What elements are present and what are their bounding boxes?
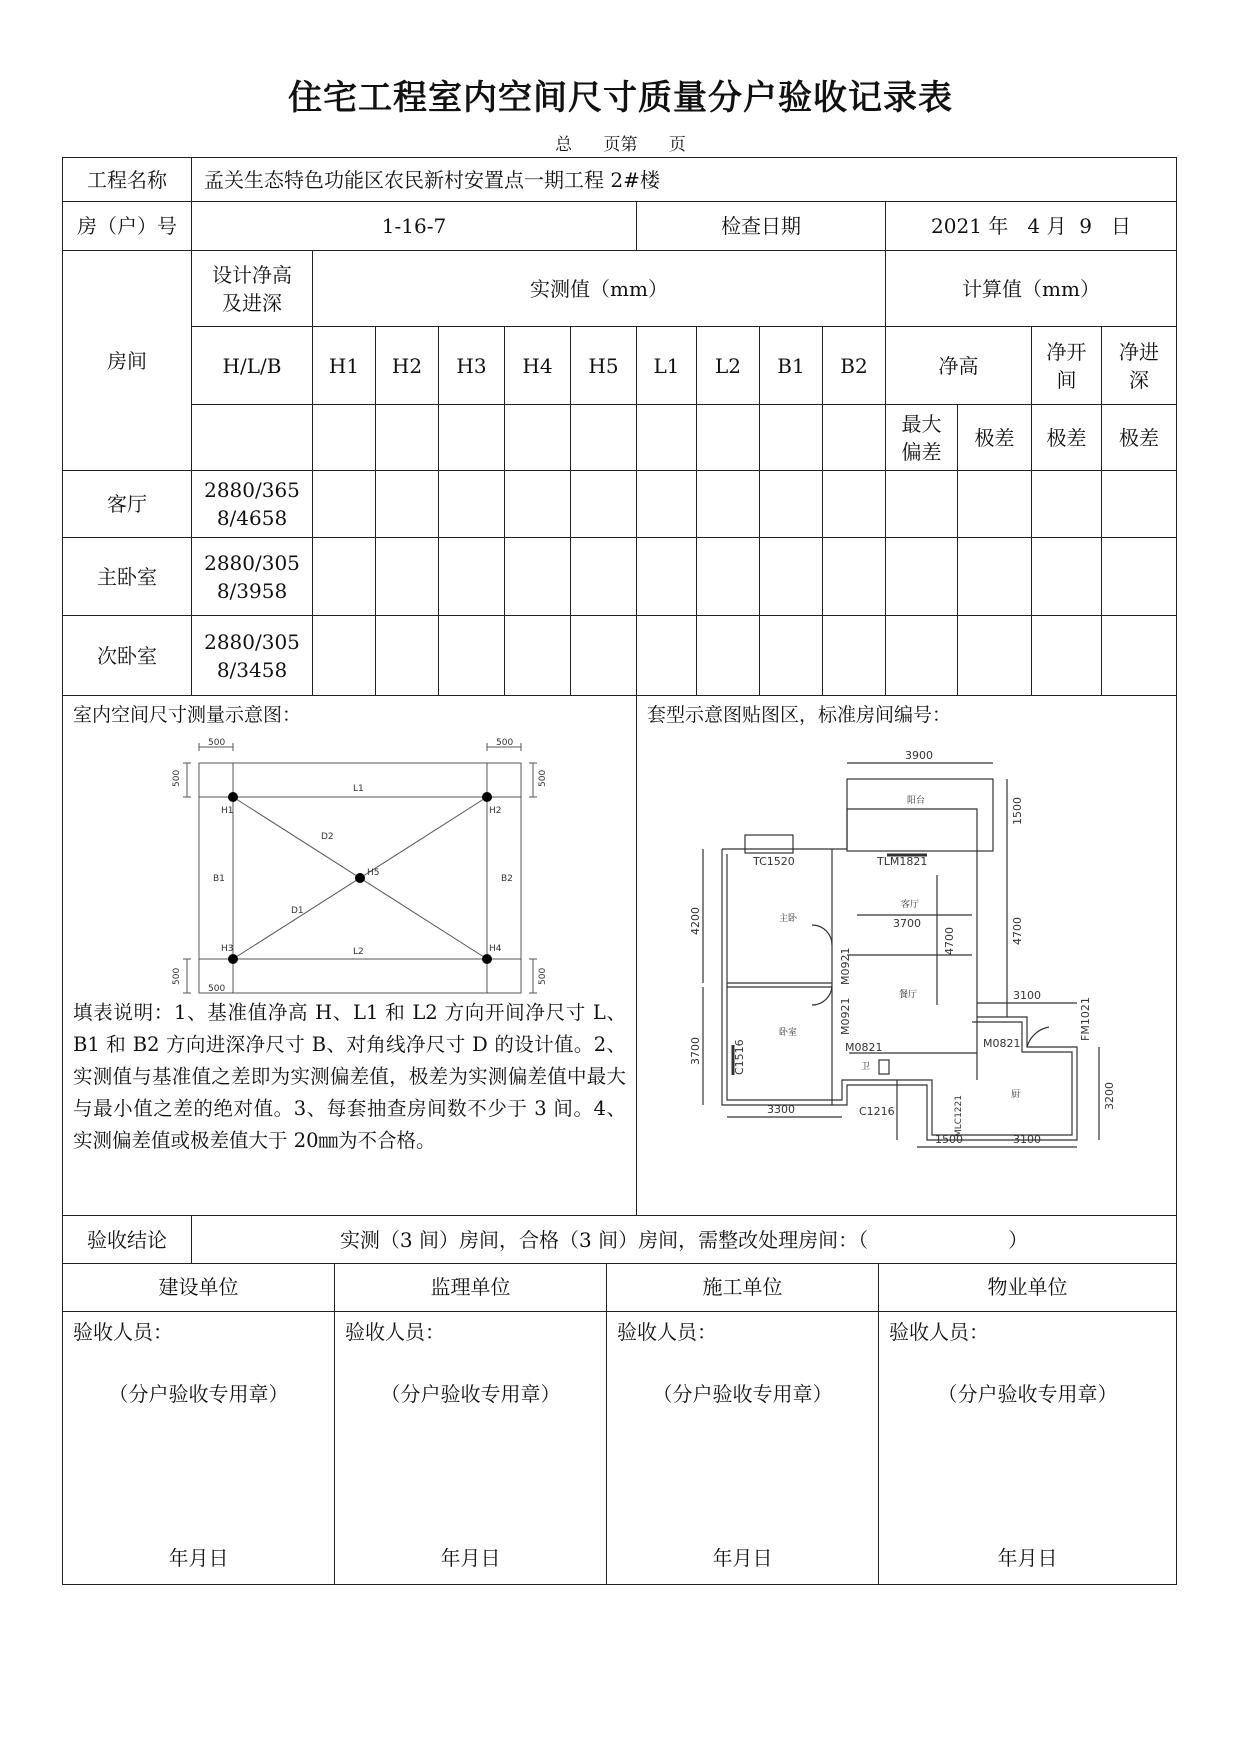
dim-500: 500 (496, 737, 514, 748)
inspector-label: 验收人员： (617, 1319, 717, 1344)
date-placeholder: 年月日 (168, 1545, 229, 1570)
date-placeholder: 年月日 (997, 1545, 1058, 1570)
page-title: 住宅工程室内空间尺寸质量分户验收记录表 (288, 78, 953, 118)
party-contractor: 施工单位 (607, 1263, 879, 1311)
net-height-header: 净高 (886, 327, 1032, 405)
plan-title: 套型示意图贴图区，标准房间编号： (647, 704, 952, 726)
door-m0821: M0821 (845, 1040, 883, 1054)
label-d2: D2 (321, 831, 334, 842)
col-h3: H3 (439, 327, 505, 405)
window-c1516: C1516 (733, 1038, 746, 1075)
table-row (63, 538, 1177, 616)
dim-500: 500 (172, 769, 182, 787)
calculated-header: 计算值（mm） (886, 251, 1177, 327)
dim-1500: 1500 (1011, 796, 1024, 825)
dim-3900: 3900 (905, 748, 933, 762)
dim-4700: 4700 (1011, 916, 1024, 945)
room-header: 房间 (63, 251, 192, 471)
unit-number: 1-16-7 (192, 202, 637, 251)
pages-end: 页 (668, 135, 686, 155)
door-tlm1821: TLM1821 (877, 854, 928, 868)
dim-500: 500 (538, 967, 548, 985)
room-name: 主卧室 (63, 538, 192, 616)
room-living: 客厅 (901, 899, 920, 910)
inspector-label: 验收人员： (345, 1319, 445, 1344)
signature-cell[interactable] (879, 1311, 1177, 1584)
col-h4: H4 (505, 327, 571, 405)
col-h5: H5 (571, 327, 637, 405)
table-row (63, 471, 1177, 538)
room-bedroom: 卧室 (779, 1027, 798, 1038)
point-h3 (228, 954, 238, 964)
project-name: 孟关生态特色功能区农民新村安置点一期工程 2#楼 (192, 158, 1177, 202)
hlb-header: H/L/B (192, 327, 313, 405)
room-design: 2880/3058/3458 (192, 616, 313, 696)
signature-cell[interactable] (63, 1311, 335, 1584)
floor-plan (637, 735, 1183, 1155)
label-b2: B2 (501, 873, 513, 884)
label-h1: H1 (221, 805, 234, 816)
label-h4: H4 (489, 943, 502, 954)
range-header-height: 极差 (958, 405, 1032, 471)
room-design: 2880/3058/3958 (192, 538, 313, 616)
party-supervision: 监理单位 (335, 1263, 607, 1311)
design-header: 设计净高及进深 (192, 251, 313, 327)
dim-3700: 3700 (689, 1036, 702, 1065)
door-m0821: M0821 (983, 1036, 1021, 1050)
room-master: 主卧 (779, 913, 798, 924)
seal-placeholder: （分户验收专用章） (652, 1381, 833, 1406)
col-l1: L1 (637, 327, 697, 405)
door-m0921: M0921 (839, 997, 852, 1035)
dim-500: 500 (208, 737, 226, 748)
room-design: 2880/3658/4658 (192, 471, 313, 538)
dim-1500: 1500 (935, 1132, 963, 1146)
page-count (0, 130, 1241, 155)
range-header-open: 极差 (1032, 405, 1102, 471)
room-name: 客厅 (63, 471, 192, 538)
point-h5 (355, 873, 365, 883)
net-depth-header: 净进深 (1102, 327, 1177, 405)
max-dev-header: 最大偏差 (886, 405, 958, 471)
dim-500: 500 (208, 983, 226, 994)
door-m0921: M0921 (839, 947, 852, 985)
dim-3700: 3700 (893, 916, 921, 930)
conclusion-label: 验收结论 (63, 1216, 192, 1264)
door-mlc: MLC1221 (954, 1094, 964, 1137)
party-construction: 建设单位 (63, 1263, 335, 1311)
room-balcony: 阳台 (907, 795, 926, 806)
point-h1 (228, 792, 238, 802)
room-name: 次卧室 (63, 616, 192, 696)
col-b1: B1 (760, 327, 823, 405)
date-placeholder: 年月日 (712, 1545, 773, 1570)
dim-3100: 3100 (1013, 988, 1041, 1002)
party-property: 物业单位 (879, 1263, 1177, 1311)
seal-placeholder: （分户验收专用章） (108, 1381, 289, 1406)
measurement-diagram (63, 735, 623, 997)
pages-mid: 页第 (603, 135, 638, 155)
dim-3100: 3100 (1013, 1132, 1041, 1146)
dim-500: 500 (172, 967, 182, 985)
label-l2: L2 (353, 946, 364, 957)
unit-label: 房（户）号 (63, 202, 192, 251)
label-h5: H5 (367, 867, 380, 878)
measured-header: 实测值（mm） (313, 251, 886, 327)
door-fm1021: FM1021 (1079, 996, 1092, 1041)
dim-4700: 4700 (943, 926, 956, 955)
net-open-header: 净开间 (1032, 327, 1102, 405)
inspector-label: 验收人员： (73, 1319, 173, 1344)
table-row (63, 616, 1177, 696)
dim-500: 500 (538, 769, 548, 787)
floor-plan-panel (637, 696, 1177, 1216)
label-b1: B1 (213, 873, 225, 884)
point-h4 (482, 954, 492, 964)
check-date: 2021 年 4 月 9 日 (886, 202, 1177, 251)
label-h3: H3 (221, 943, 234, 954)
signature-cell[interactable] (335, 1311, 607, 1584)
col-b2: B2 (823, 327, 886, 405)
label-d1: D1 (291, 905, 304, 916)
label-l1: L1 (353, 783, 364, 794)
dim-3200: 3200 (1103, 1081, 1116, 1110)
check-date-label: 检查日期 (637, 202, 886, 251)
diagram-title: 室内空间尺寸测量示意图： (73, 704, 302, 726)
range-header-depth: 极差 (1102, 405, 1177, 471)
col-h2: H2 (376, 327, 439, 405)
dim-3300: 3300 (767, 1102, 795, 1116)
seal-placeholder: （分户验收专用章） (380, 1381, 561, 1406)
label-h2: H2 (489, 805, 502, 816)
room-kitchen: 厨 (1011, 1089, 1021, 1100)
main-table (62, 157, 1177, 1264)
seal-placeholder: （分户验收专用章） (937, 1381, 1118, 1406)
point-h2 (482, 792, 492, 802)
window-c1216: C1216 (859, 1104, 895, 1118)
col-l2: L2 (697, 327, 760, 405)
room-bath: 卫 (861, 1061, 871, 1072)
fill-instructions: 填表说明：1、基准值净高 H、L1 和 L2 方向开间净尺寸 L、B1 和 B2 方向进深净尺寸 B、对角线净尺寸 D 的设计值。2、实测值与基准值之差即为实测偏差值，极差为实测偏差值中最大与最小值之差的绝对值。3、每套抽查房间数不少于 3 间。4、实测偏差值或极差值大于 20㎜为不合格。 (73, 1000, 626, 1152)
inspector-label: 验收人员： (889, 1319, 989, 1344)
pages-total: 总 (555, 135, 573, 155)
window-tc1520: TC1520 (753, 854, 795, 868)
signature-cell[interactable] (607, 1311, 879, 1584)
measurement-diagram-panel (63, 696, 637, 1216)
signature-table (62, 1263, 1177, 1585)
dim-4200: 4200 (689, 906, 702, 935)
record-form (62, 157, 1176, 1589)
project-label: 工程名称 (63, 158, 192, 202)
col-h1: H1 (313, 327, 376, 405)
conclusion-text: 实测（3 间）房间，合格（3 间）房间，需整改处理房间：（ ） (192, 1216, 1177, 1264)
date-placeholder: 年月日 (440, 1545, 501, 1570)
room-dining: 餐厅 (899, 989, 918, 1000)
